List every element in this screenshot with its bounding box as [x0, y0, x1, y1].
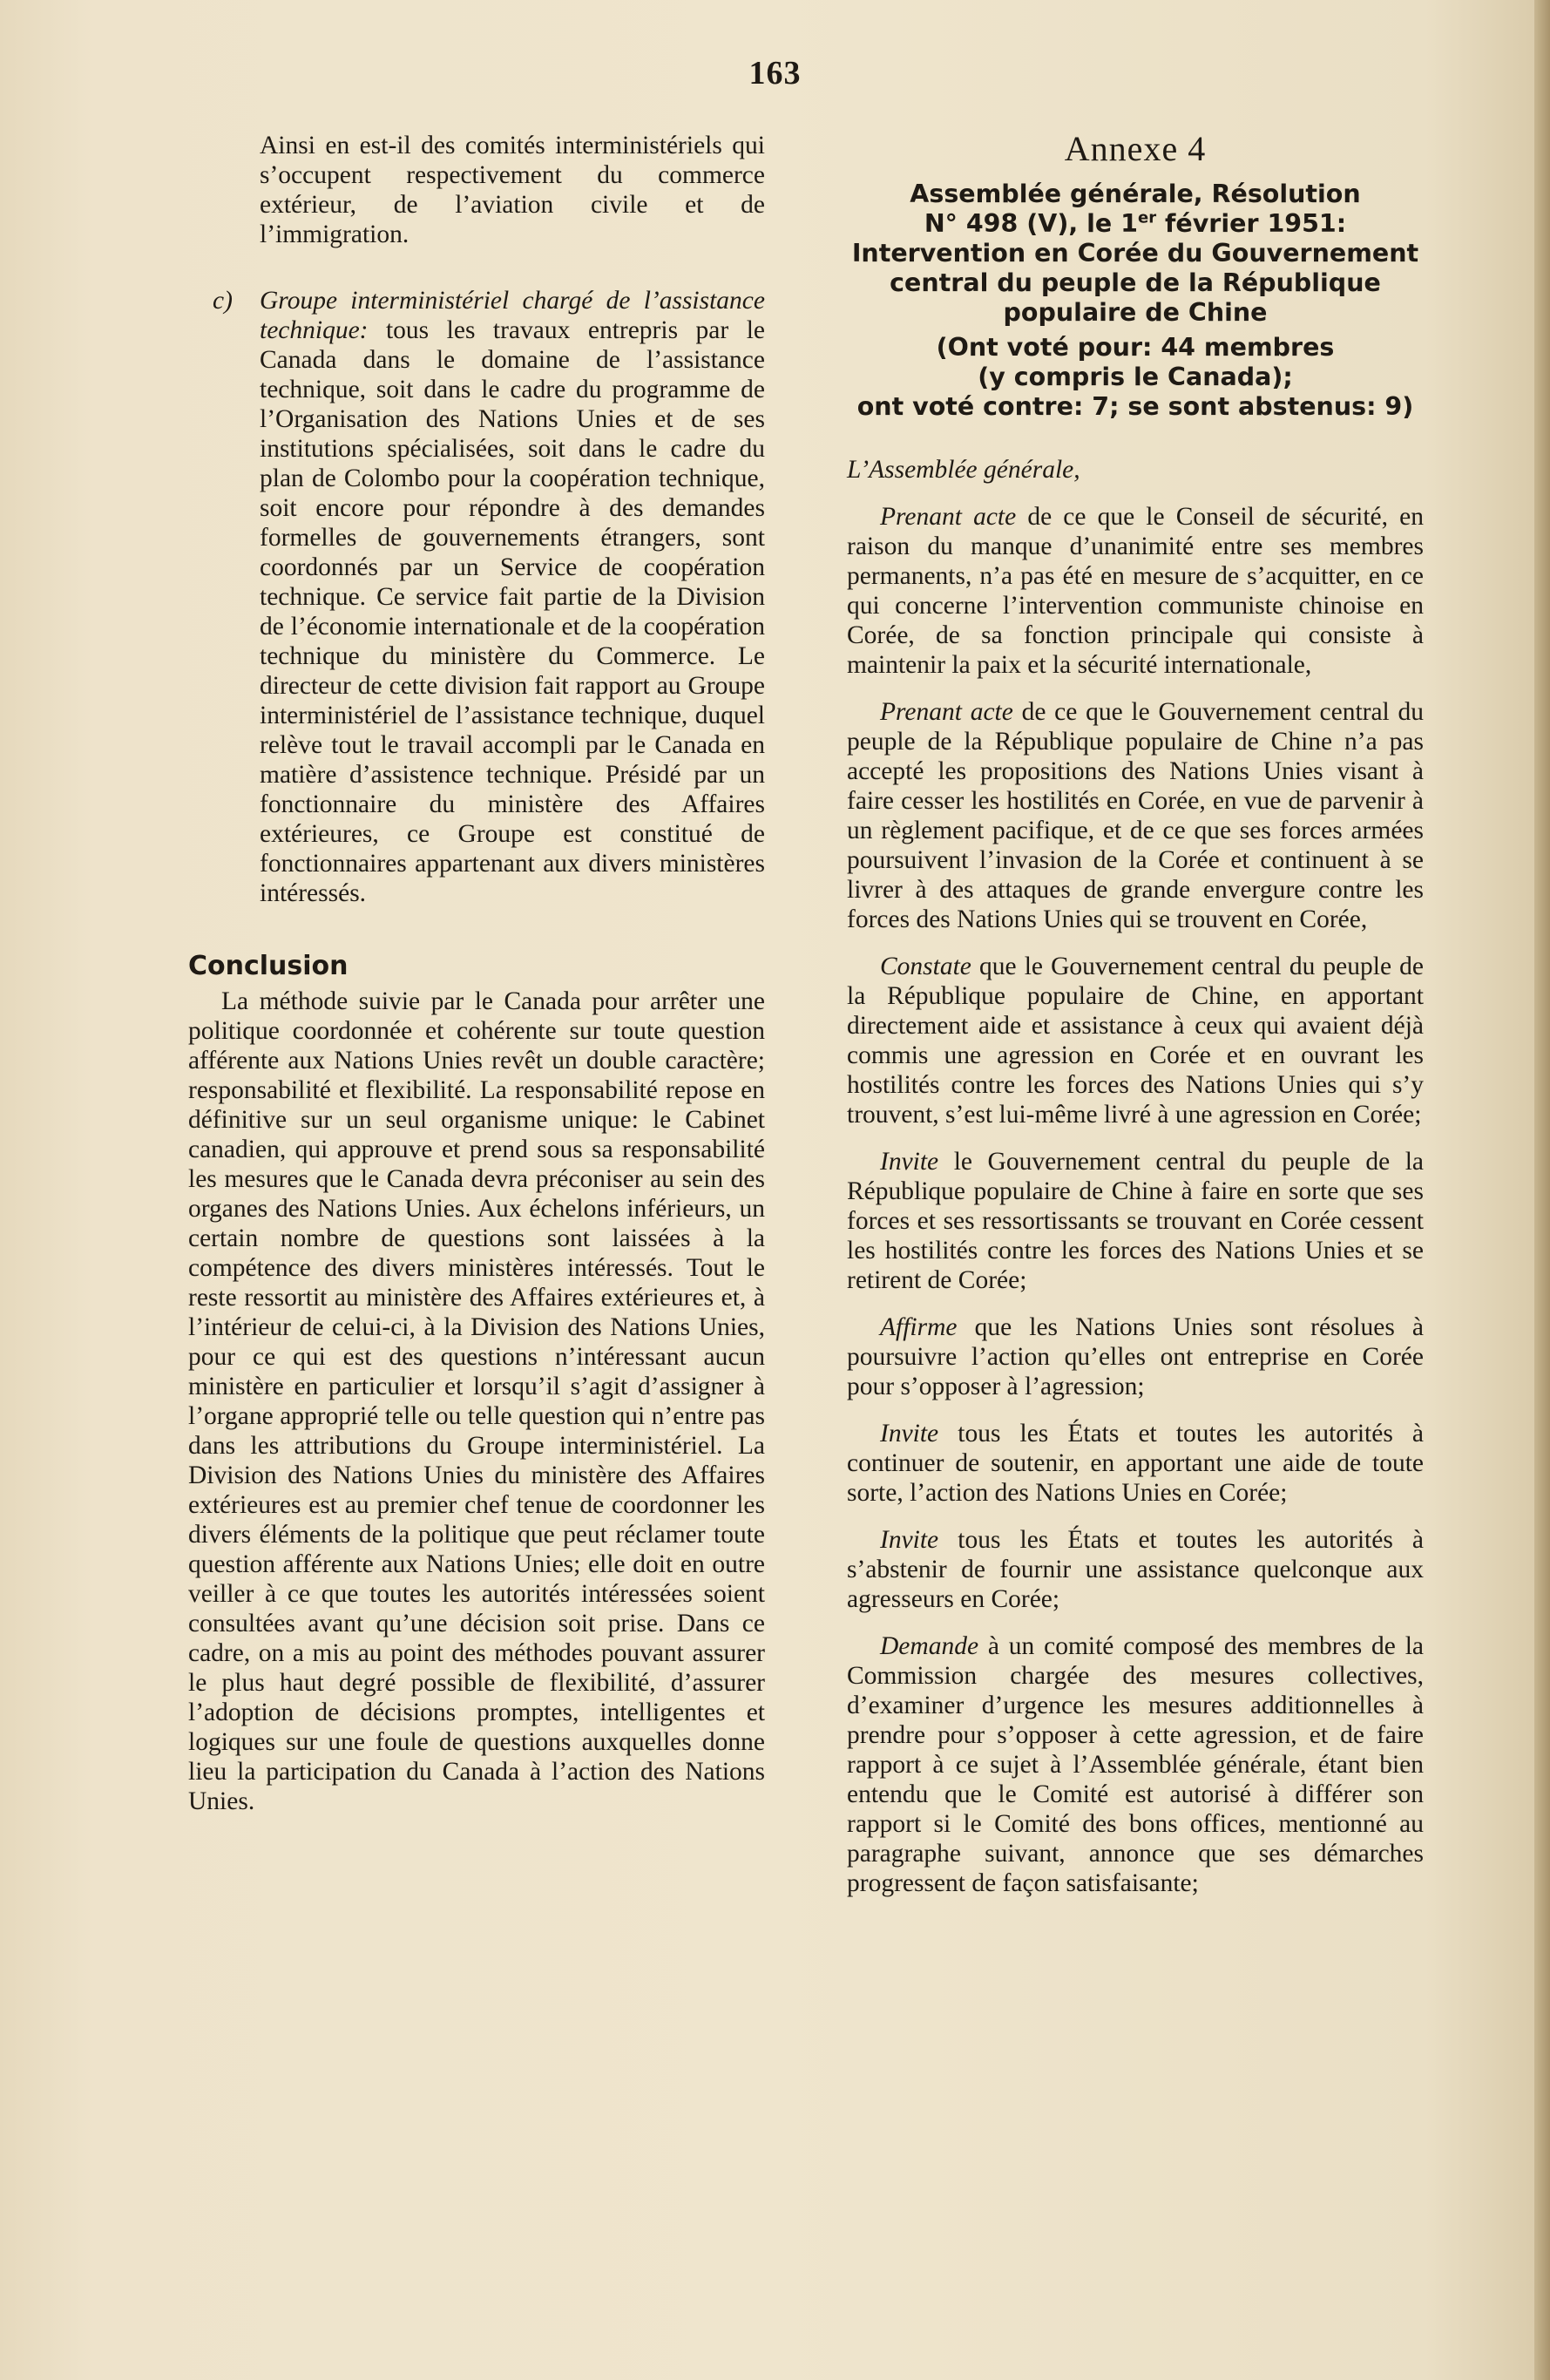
- resolution-paragraph: [847, 1631, 1424, 1898]
- resolution-line-3: Intervention en Corée du Gouvernement central du peuple de la République populaire de Chine: [851, 239, 1419, 327]
- resolution-number: N° 498 (V), le 1: [924, 209, 1138, 238]
- resolution-line-2: [847, 209, 1424, 239]
- resolution-sup: er: [1137, 208, 1157, 227]
- annex-title: Annexe 4: [1064, 129, 1207, 168]
- resolution-paragraph: [847, 697, 1424, 934]
- resolution-paragraph: [847, 1312, 1424, 1401]
- paragraph-lead: Constate: [880, 953, 971, 980]
- vote-summary: [847, 333, 1424, 422]
- vote-line-3: ont voté contre: 7; se sont abstenus: 9): [856, 392, 1414, 421]
- paragraph-text: à un comité composé des membres de la Commission chargée des mesures collectives, d’examiner d’urgence les mesures additionnelles à prendre pour s’opposer à cette agression, et de faire rapport à ce sujet à l’Assemblée générale, étant bien entendu que le Comité est autorisé à différer son rapport si le Comité des bons offices, mentionné au paragraphe suivant, annonce que ses démarches progressent de façon satisfaisante;: [847, 1632, 1424, 1897]
- paragraph-text: que les Nations Unies sont résolues à poursuivre l’action qu’elles ont entreprise en Corée pour s’opposer à l’agression;: [847, 1313, 1424, 1400]
- vote-line-2: (y compris le Canada);: [978, 363, 1293, 391]
- paragraph-lead: Invite: [880, 1420, 939, 1448]
- page-edge: [1534, 0, 1550, 2380]
- paragraph-text: tous les États et toutes les autorités à continuer de soutenir, en apportant une aide de toute sorte, l’action des Nations Unies en Corée;: [847, 1420, 1424, 1507]
- assembly-label: L’Assemblée générale,: [847, 456, 1080, 484]
- paragraph-text: de ce que le Conseil de sécurité, en raison du manque d’unanimité entre ses membres permanents, n’a pas été en mesure de s’acquitter, en ce qui concerne l’intervention communiste chinoise en Corée, de sa fonction principale qui consiste à maintenir la paix et la sécurité internationale,: [847, 503, 1424, 679]
- paragraph-text: que le Gouvernement central du peuple de la République populaire de Chine, en apportant directement aide et assistance à ceux qui avaient déjà commis une agression en Corée et en ouvrant les hostilités contre les forces des Nations Unies qui s’y trouvent, s’est lui-même livré à une agression en Corée;: [847, 953, 1424, 1129]
- resolution-line-1: Assemblée générale, Résolution: [910, 180, 1361, 208]
- resolution-heading: [847, 180, 1424, 328]
- vote-line-1: (Ont voté pour: 44 membres: [936, 333, 1335, 362]
- paragraph-lead: Affirme: [880, 1313, 958, 1341]
- intro-paragraph: Ainsi en est-il des comités interministériels qui s’occupent respectivement du commerce extérieur, de l’aviation civile et de l’immigration.: [260, 132, 765, 248]
- page-number: 163: [748, 55, 802, 92]
- paragraph-text: de ce que le Gouvernement central du peuple de la République populaire de Chine n’a pas accepté les propositions des Nations Unies visant à faire cesser les hostilités en Corée, en vue de parvenir à un règlement pacifique, et de ce que ses forces armées poursuivent l’invasion de la Corée et continuent à se livrer à des attaques de grande envergure contre les forces des Nations Unies qui se trouvent en Corée,: [847, 698, 1424, 933]
- conclusion-heading: Conclusion: [188, 951, 349, 981]
- item-c-text: tous les travaux entrepris par le Canada dans le domaine de l’assistance technique, soit dans le cadre du programme de l’Organisation des Nations Unies et de ses institutions spécialisées, soit dans le cadre du plan de Colombo pour la coopération technique, soit encore pour répondre à des demandes formelles de gouvernements étrangers, sont coordonnés par un Service de coopération technique. Ce service fait partie de la Division de l’économie internationale et de la coopération technique du ministère du Commerce. Le directeur de cette division fait rapport au Groupe interministériel de l’assistance technique, duquel relève tout le travail accompli par le Canada en matière d’assistence technique. Présidé par un fonctionnaire du ministère des Affaires extérieures, ce Groupe est constitué de fonctionnaires appartenant aux divers ministères intéressés.: [260, 316, 765, 907]
- conclusion-paragraph: La méthode suivie par le Canada pour arrêter une politique coordonnée et cohérente sur toute question afférente aux Nations Unies revêt un double caractère; responsabilité et flexibilité. La responsabilité repose en définitive sur un seul organisme unique: le Cabinet canadien, qui approuve et prend sous sa responsabilité les mesures que le Canada devra préconiser au sein des organes des Nations Unies. Aux échelons inférieurs, un certain nombre de questions sont laissées à la compétence des divers ministères intéressés. Tout le reste ressortit au ministère des Affaires extérieures et, à l’intérieur de celui-ci, à la Division des Nations Unies, pour ce qui est des questions n’intéressant aucun ministère en particulier et lorsqu’il s’agit d’assigner à l’organe approprié telle ou telle question qui n’entre pas dans les attributions du Groupe interministériel. La Division des Nations Unies du ministère des Affaires extérieures est au premier chef tenue de coordonner les divers éléments de la politique que peut réclamer toute question afférente aux Nations Unies; elle doit en outre veiller à ce que toutes les autorités intéressées soient consultées avant qu’une décision soit prise. Dans ce cadre, on a mis au point des méthodes pouvant assurer le plus haut degré possible de flexibilité, d’assurer l’adoption de décisions promptes, intelligentes et logiques sur une foule de questions auxquelles donne lieu la participation du Canada à l’action des Nations Unies.: [188, 987, 765, 1815]
- right-column: [847, 131, 1424, 1898]
- paragraph-lead: Prenant acte: [880, 503, 1017, 531]
- paragraph-lead: Invite: [880, 1148, 939, 1176]
- resolution-paragraphs: [847, 502, 1424, 1898]
- resolution-paragraph: [847, 502, 1424, 680]
- list-item-c: [188, 286, 765, 908]
- paragraph-lead: Prenant acte: [880, 698, 1013, 726]
- resolution-paragraph: [847, 1147, 1424, 1295]
- item-c-title: Groupe interministériel chargé de l’assistance technique:: [260, 287, 765, 344]
- resolution-paragraph: [847, 1525, 1424, 1614]
- resolution-paragraph: [847, 952, 1424, 1129]
- list-marker: c): [213, 287, 233, 315]
- paragraph-lead: Invite: [880, 1526, 939, 1554]
- resolution-paragraph: [847, 1419, 1424, 1508]
- resolution-date: février 1951:: [1156, 209, 1347, 238]
- paragraph-lead: Demande: [880, 1632, 979, 1660]
- left-column: [188, 131, 765, 1816]
- paragraph-text: tous les États et toutes les autorités à s’abstenir de fournir une assistance quelconque aux agresseurs en Corée;: [847, 1526, 1424, 1613]
- paragraph-text: le Gouvernement central du peuple de la République populaire de Chine à faire en sorte que ses forces et ses ressortissants se trouvant en Corée cessent les hostilités contre les forces des Nations Unies et se retirent de Corée;: [847, 1148, 1424, 1294]
